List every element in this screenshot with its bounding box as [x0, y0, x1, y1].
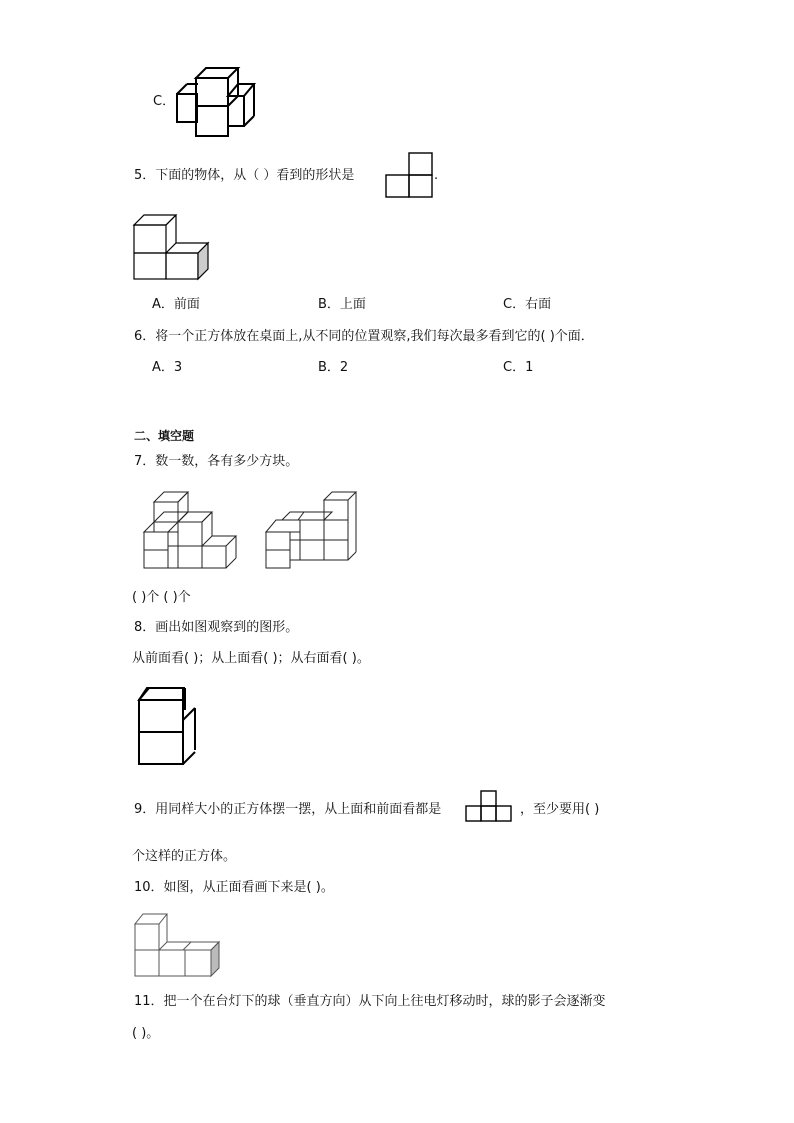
q7-stem: 7．数一数，各有多少方块。	[134, 454, 299, 469]
q11-stem: 11．把一个在台灯下的球（垂直方向）从下向上往电灯移动时，球的影子会逐渐变	[134, 994, 606, 1009]
q9-stem: 9．用同样大小的正方体摆一摆，从上面和前面看都是	[134, 802, 442, 817]
q5-stem: 5．下面的物体，从（ ）看到的形状是	[134, 168, 355, 183]
section-title: 二、填空题	[134, 429, 195, 443]
q11-answer-line[interactable]: ( )。	[132, 1026, 160, 1041]
q7-answer-line[interactable]: ( )个 ( )个	[132, 590, 191, 605]
q10-figure	[133, 912, 223, 978]
q8-figure	[137, 686, 199, 768]
q5-view-shape	[384, 151, 434, 199]
q6-option-b[interactable]: B．2	[318, 360, 349, 375]
q5-object-figure	[132, 213, 216, 281]
q8-answer-line[interactable]: 从前面看( )；从上面看( )；从右面看( )。	[132, 651, 370, 666]
q5-option-c[interactable]: C．右面	[503, 297, 552, 312]
q8-stem: 8．画出如图观察到的图形。	[134, 620, 299, 635]
q9-stem-continued: 个这样的正方体。	[132, 849, 237, 864]
q6-option-c[interactable]: C．1	[503, 360, 534, 375]
q5-option-b[interactable]: B．上面	[318, 297, 366, 312]
q6-option-a[interactable]: A．3	[152, 360, 183, 375]
q9-stem-end[interactable]: ，至少要用( )	[520, 802, 600, 817]
q4-option-c[interactable]: C．	[153, 94, 176, 109]
q4-option-c-cube-figure	[174, 62, 258, 140]
q5-option-a[interactable]: A．前面	[152, 297, 200, 312]
q7-figure-left	[142, 490, 238, 572]
q9-view-shape	[465, 789, 513, 823]
q6-stem: 6．将一个正方体放在桌面上,从不同的位置观察,我们每次最多看到它的( )个面．	[134, 329, 594, 344]
q5-stem-end: .	[434, 168, 439, 183]
q10-stem[interactable]: 10．如图，从正面看画下来是( )。	[134, 880, 334, 895]
q7-figure-right	[264, 490, 360, 572]
